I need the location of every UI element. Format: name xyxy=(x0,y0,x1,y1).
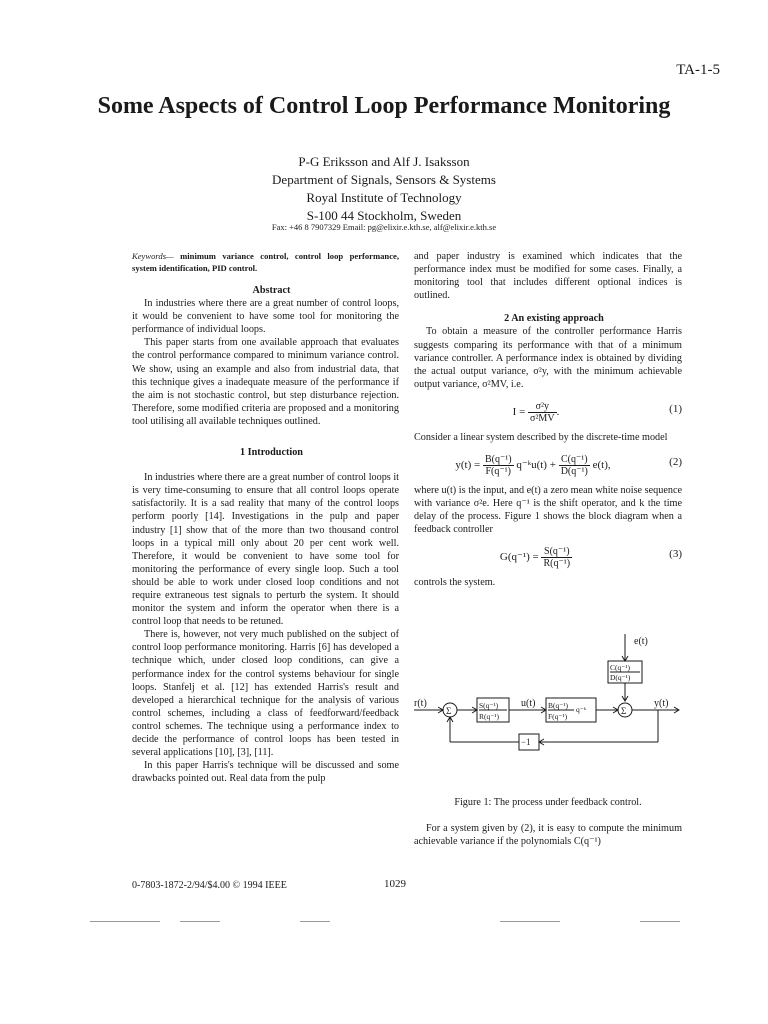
eq2-num2: C(q⁻¹) xyxy=(559,454,590,466)
plant-den: F(q⁻¹) xyxy=(548,712,568,721)
keywords-label: Keywords— xyxy=(132,251,174,261)
figure-caption: Figure 1: The process under feedback control. xyxy=(454,797,642,808)
r-label: r(t) xyxy=(414,698,427,709)
section2-continuation: and paper industry is examined which indicates that the performance index must be modified for some cases. Finally, a monitoring tool that includes different optional indices is outlined. xyxy=(414,251,682,302)
eq3-lhs: G(q⁻¹) = xyxy=(499,551,542,564)
abstract-paragraph-1: In industries where there are a great number of control loops, it would be convenient to have some tool for monitoring the performance of individual loops. xyxy=(132,298,399,336)
block-diagram-figure xyxy=(414,630,682,800)
intro-heading: 1 Introduction xyxy=(240,447,303,459)
right-column-bottom xyxy=(414,822,682,848)
eq1-denominator: σ²MV xyxy=(530,412,555,424)
ctrl-num: S(q⁻¹) xyxy=(479,701,499,710)
eq2-end: e(t), xyxy=(592,459,611,472)
eq1-tag: (1) xyxy=(669,402,682,415)
eq1-lhs: I = xyxy=(512,405,529,418)
eq2-den1: F(q⁻¹) xyxy=(485,466,511,478)
right-column xyxy=(414,250,682,590)
noise-den: D(q⁻¹) xyxy=(610,673,631,682)
author-names: P-G Eriksson and Alf J. Isaksson xyxy=(298,154,470,169)
author-block xyxy=(60,153,708,225)
equation-1: I = $\frac{\text{σ²y}}{\text{σ²MV}}$ . (1) xyxy=(512,400,682,424)
noise-num: C(q⁻¹) xyxy=(610,663,630,672)
equation-3 xyxy=(414,540,682,572)
paper-title: Some Aspects of Control Loop Performance Monitoring xyxy=(97,93,671,119)
e-label: e(t) xyxy=(634,636,648,647)
section2-paragraph-1: To obtain a measure of the controller performance Harris suggests comparing its performance with that of a minimum variance controller. A performance index is obtained by dividing the actual output variance, σ²y, with the minimum achievable output variance, σ²MV, i.e. xyxy=(414,326,682,390)
eq2-mid: q⁻ᵏu(t) + xyxy=(516,459,559,472)
author-institute: Royal Institute of Technology xyxy=(306,190,462,205)
copyright-line: 0-7803-1872-2/94/$4.00 © 1994 IEEE xyxy=(132,880,287,891)
scan-rule-1 xyxy=(90,921,160,922)
eq3-denominator: R(q⁻¹) xyxy=(543,558,571,570)
intro-paragraph-2: There is, however, not very much published on the subject of control loop performance monitoring. Harris [6] has developed a technique which, under closed loop conditions, can give a performance index for the control systems behaviour for single loops. Stanfelj et al. [12] has extended Harris's result and developed a hierarchical technique for the analysis of various control schemes, including a class of feedforward/feedback control schemes. The technique using a performance index to decide the performance of control loops has been tested in several applications [10], [3], [11]. xyxy=(132,629,399,759)
abstract-paragraph-2: This paper starts from one available approach that evaluates the control performance compared to minimum variance control. We show, using an example and also from industrial data, that this technique gives a inadequate measure of the performance if the aim is not stochastic control, but step disturbance rejection. Therefore, some modified criteria are proposed and a monitoring tool utilising all available techniques outlined. xyxy=(132,337,399,427)
keywords xyxy=(132,250,399,274)
y-label: y(t) xyxy=(654,698,669,709)
section2-paragraph-3: where u(t) is the input, and e(t) a zero mean white noise sequence with variance σ²e. Here q⁻¹ is the shift operator, and k the time delay of the process. Figure 1 shows the block diagram when a feedback controller xyxy=(414,485,682,536)
intro-paragraph-1: In industries where there are a great number of control loops it is very time-consuming to ensure that all control loops operate satisfactorily. It is a sad reality that many of the control loops perform poorly [14]. Investigations in the pulp and paper industry [1] show that of the more than two thousand control loops in a typical mill only about 20 per cent work well. Therefore, it would be convenient to have some tool for monitoring the performance of every single loop. Such a tool should be able to work under closed loop conditions and not require extraneous test signals to perturb the system. It should monitor the system and inform the operator when there is a control loop that needs to be retuned. xyxy=(132,472,399,628)
ctrl-den: R(q⁻¹) xyxy=(479,712,499,721)
author-contact: Fax: +46 8 7907329 Email: pg@elixir.e.kth.se, alf@elixir.e.kth.se xyxy=(271,222,497,232)
block-diagram-svg xyxy=(414,630,682,800)
plant-suffix: q⁻ᵏ xyxy=(576,705,587,714)
scan-rule-3 xyxy=(300,921,330,922)
eq2-tag: (2) xyxy=(669,456,682,469)
scan-rule-2 xyxy=(180,921,220,922)
scan-rule-4 xyxy=(500,921,560,922)
gain-label: −1 xyxy=(521,737,531,747)
author-department: Department of Signals, Sensors & Systems xyxy=(272,172,496,187)
left-column xyxy=(132,250,399,785)
abstract-heading: Abstract xyxy=(252,285,291,296)
section2-paragraph-2: Consider a linear system described by the discrete-time model xyxy=(414,431,668,443)
eq2-num1: B(q⁻¹) xyxy=(484,454,512,466)
section2-paragraph-5: For a system given by (2), it is easy to compute the minimum achievable variance if the polynomials C(q⁻¹) xyxy=(414,823,682,848)
intro-paragraph-3: In this paper Harris's technique will be discussed and some drawbacks pointed out. Real data from the pulp xyxy=(132,760,399,785)
section2-heading: 2 An existing approach xyxy=(504,313,604,325)
section2-paragraph-4: controls the system. xyxy=(414,577,496,589)
page-number: 1029 xyxy=(384,878,406,890)
eq2-lhs: y(t) = xyxy=(455,459,483,472)
author-address: S-100 44 Stockholm, Sweden xyxy=(306,208,462,223)
eq2-den2: D(q⁻¹) xyxy=(560,466,588,478)
equation-2 xyxy=(414,448,682,480)
sum1-symbol: Σ xyxy=(446,706,452,716)
scan-rule-5 xyxy=(640,921,680,922)
u-label: u(t) xyxy=(521,698,536,709)
eq3-numerator: S(q⁻¹) xyxy=(541,546,572,558)
eq1-numerator: σ²y xyxy=(528,401,557,413)
keywords-text: minimum variance control, control loop performance, system identification, PID control. xyxy=(132,251,399,273)
eq3-tag: (3) xyxy=(669,548,682,561)
plant-num: B(q⁻¹) xyxy=(548,701,568,710)
sum2-symbol: Σ xyxy=(621,706,627,716)
page-code: TA-1-5 xyxy=(676,62,720,78)
